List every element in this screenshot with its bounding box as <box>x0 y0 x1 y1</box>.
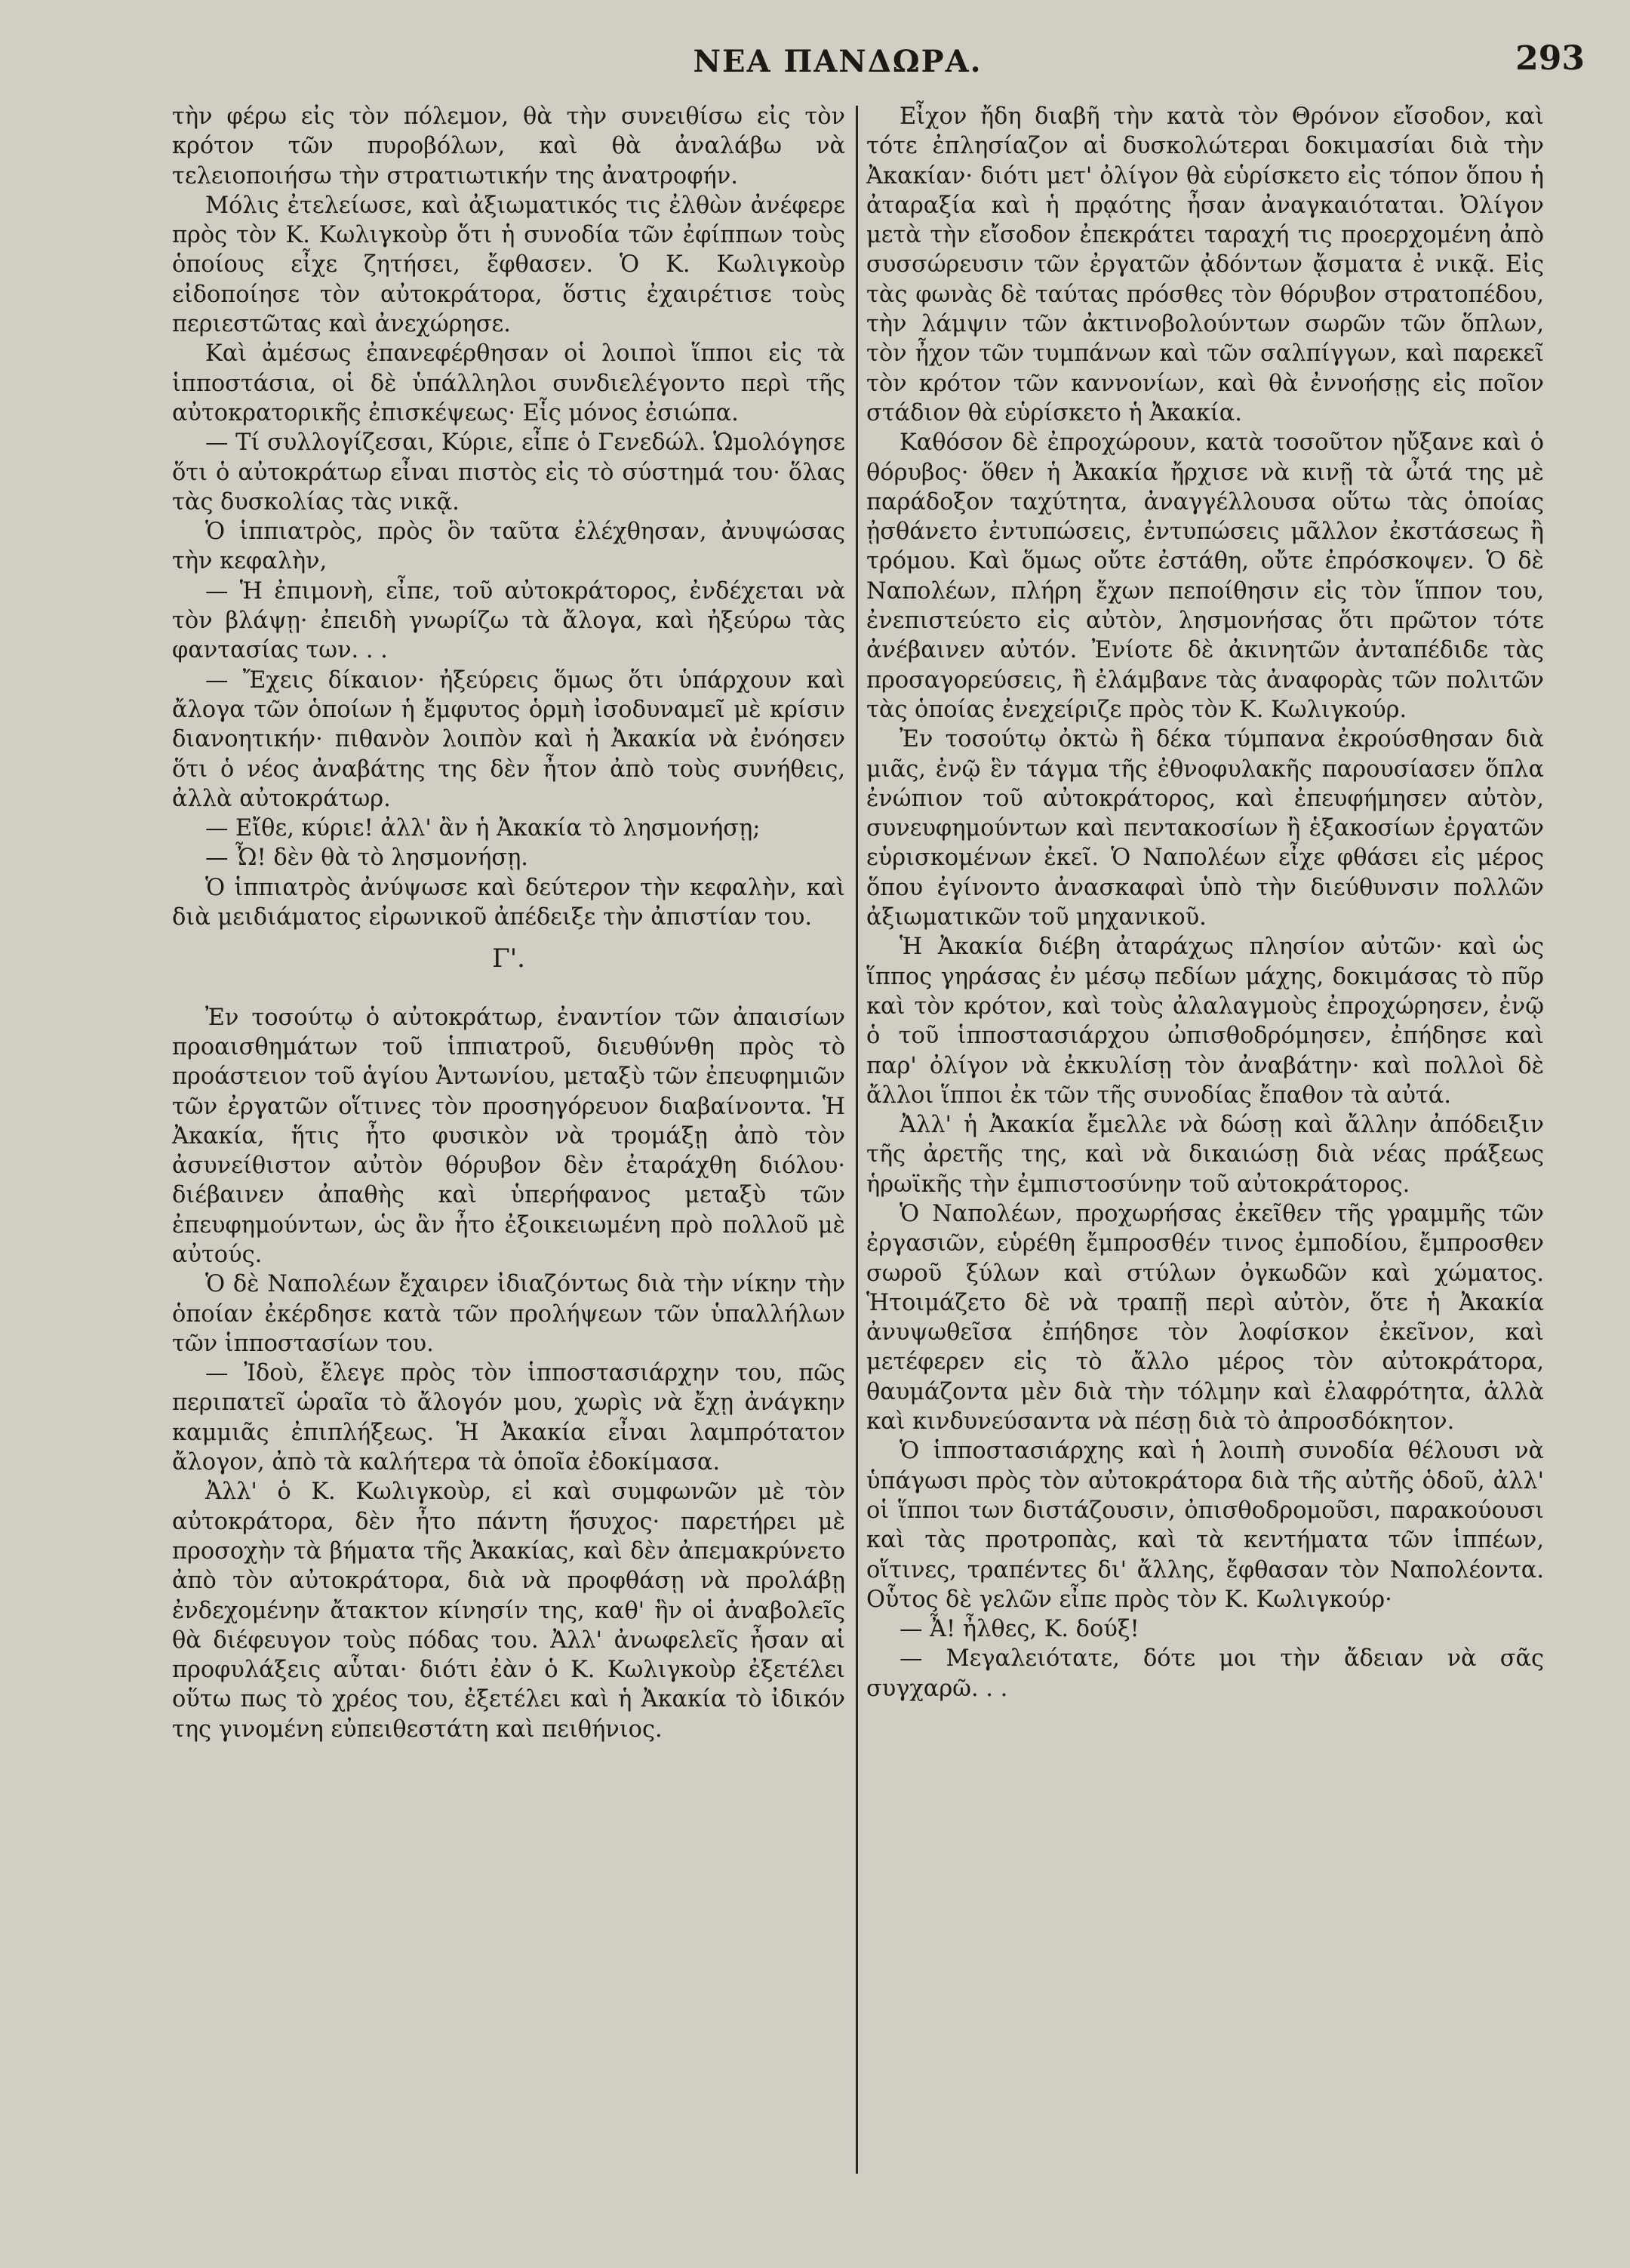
right-column <box>866 102 1544 1703</box>
left-column <box>172 102 845 1744</box>
page-number: 293 <box>1515 39 1585 78</box>
paragraph: — Μεγαλειότατε, δότε μοι τὴν ἄδειαν νὰ σᾶς συγχαρῶ. . . <box>866 1645 1544 1702</box>
paragraph: — Ὦ! δὲν θὰ τὸ λησμονήσῃ. <box>205 845 528 872</box>
paragraph: Ἐν τοσούτῳ ὀκτὼ ἢ δέκα τύμπανα ἐκρούσθησαν διὰ μιᾶς, ἐνῷ ἓν τάγμα τῆς ἐθνοφυλακῆς παρουσίασεν ὅπλα ἐνώπιον τοῦ αὐτοκράτορος, καὶ ἐπευφήμησεν αὐτὸν, συνευφημούντων καὶ πεντακοσίων ἢ ἑξακοσίων ἐργατῶν εὑρισκομένων ἐκεῖ. Ὁ Ναπολέων εἶχε φθάσει εἰς μέρος ὅπου ἐγίνοντο ἀνασκαφαὶ ὑπὸ τὴν διεύθυνσιν πολλῶν ἀξιωματικῶν τοῦ μηχανικοῦ. <box>866 726 1544 931</box>
paragraph: Μόλις ἐτελείωσε, καὶ ἀξιωματικός τις ἐλθὼν ἀνέφερε πρὸς τὸν Κ. Κωλιγκοὺρ ὅτι ἡ συνοδία τῶν ἐφίππων τοὺς ὁποίους εἶχε ζητήσει, ἔφθασεν. Ὁ Κ. Κωλιγκοὺρ εἰδοποίησε τὸν αὐτοκράτορα, ὅστις ἐχαιρέτισε τοὺς περιεστῶτας καὶ ἀνεχώρησε. <box>172 192 845 338</box>
paragraph: — Ἰδοὺ, ἔλεγε πρὸς τὸν ἱπποστασιάρχην του, πῶς περιπατεῖ ὡραῖα τὸ ἄλογόν μου, χωρὶς νὰ ἔχῃ ἀνάγκην καμμιᾶς ἐπιπλήξεως. Ἡ Ἀκακία εἶναι λαμπρότατον ἄλογον, ἀπὸ τὰ καλήτερα τὰ ὁποῖα ἐδοκίμασα. <box>172 1360 845 1476</box>
paragraph: — Ἆ! ἦλθες, Κ. δούξ! <box>900 1616 1139 1643</box>
paragraph: Ἀλλ' ὁ Κ. Κωλιγκοὺρ, εἰ καὶ συμφωνῶν μὲ τὸν αὐτοκράτορα, δὲν ἦτο πάντη ἥσυχος· παρετήρει μὲ προσοχὴν τὰ βήματα τῆς Ἀκακίας, καὶ δὲν ἀπεμακρύνετο ἀπὸ τὸν αὐτοκράτορα, διὰ νὰ προφθάσῃ νὰ προλάβῃ ἐνδεχομένην ἄτακτον κίνησίν της, καθ' ἣν οἱ ἀναβολεῖς θὰ διέφευγον τοὺς πόδας του. Ἀλλ' ἀνωφελεῖς ἦσαν αἱ προφυλάξεις αὗται· διότι ἐὰν ὁ Κ. Κωλιγκοὺρ ἐξετέλει οὕτω πως τὸ χρέος του, ἐξετέλει καὶ ἡ Ἀκακία τὸ ἰδικόν της γινομένη εὐπειθεστάτη καὶ πειθήνιος. <box>172 1479 845 1743</box>
page-header <box>174 39 1585 92</box>
paragraph: Ὁ ἱπποστασιάρχης καὶ ἡ λοιπὴ συνοδία θέλουσι νὰ ὑπάγωσι πρὸς τὸν αὐτοκράτορα διὰ τῆς αὐτῆς ὁδοῦ, ἀλλ' οἱ ἵπποι των διστάζουσιν, ὀπισθοδρομοῦσι, παρακούουσι καὶ τὰς προτροπὰς, καὶ τὰ κεντήματα τῶν ἱππέων, οἵτινες, τραπέντες δι' ἄλλης, ἔφθασαν τὸν Ναπολέοντα. Οὗτος δὲ γελῶν εἶπε πρὸς τὸν Κ. Κωλιγκούρ· <box>866 1438 1544 1613</box>
paragraph: Ἡ Ἀκακία διέβη ἀταράχως πλησίον αὐτῶν· καὶ ὡς ἵππος γηράσας ἐν μέσῳ πεδίων μάχης, δοκιμάσας τὸ πῦρ καὶ τὸν κρότον, καὶ τοὺς ἀλαλαγμοὺς ἐπροχώρησεν, ἐνῷ ὁ τοῦ ἱπποστασιάρχου ὠπισθοδρόμησεν, ἐπήδησε καὶ παρ' ὀλίγον νὰ ἐκκυλίσῃ τὸν ἀναβάτην· καὶ πολλοὶ δὲ ἄλλοι ἵπποι ἐκ τῶν τῆς συνοδίας ἔπαθον τὰ αὐτά. <box>866 934 1544 1109</box>
paragraph: Εἶχον ἤδη διαβῆ τὴν κατὰ τὸν Θρόνον εἴσοδον, καὶ τότε ἐπλησίαζον αἱ δυσκολώτεραι δοκιμασίαι διὰ τὴν Ἀκακίαν· διότι μετ' ὀλίγον θὰ εὑρίσκετο εἰς τόπον ὅπου ἡ ἀταραξία καὶ ἡ πρᾳότης ἦσαν ἀναγκαιόταται. Ὀλίγον μετὰ τὴν εἴσοδον ἐπεκράτει ταραχή τις προερχομένη ἀπὸ συσσώρευσιν τῶν ἐργατῶν ᾀδόντων ᾄσματα ἐ νικᾷ. Εἰς τὰς φωνὰς δὲ ταύτας πρόσθες τὸν θόρυβον στρατοπέδου, τὴν λάμψιν τῶν ἀκτινοβολούντων σωρῶν τῶν ὅπλων, τὸν ἦχον τῶν τυμπάνων καὶ τῶν σαλπίγγων, καὶ παρεκεῖ τὸν κρότον τῶν καννονίων, καὶ θὰ ἐννοήσῃς εἰς ποῖον στάδιον θὰ εὑρίσκετο ἡ Ἀκακία. <box>866 103 1544 426</box>
paragraph: Ὁ Ναπολέων, προχωρήσας ἐκεῖθεν τῆς γραμμῆς τῶν ἐργασιῶν, εὑρέθη ἔμπροσθέν τινος ἐμποδίου, ἔμπροσθεν σωροῦ ξύλων καὶ στύλων ὀγκωδῶν καὶ χώματος. Ἡτοιμάζετο δὲ νὰ τραπῇ περὶ αὐτὸν, ὅτε ἡ Ἀκακία ἀνυψωθεῖσα ἐπήδησε τὸν λοφίσκον ἐκεῖνον, καὶ μετέφερεν εἰς τὸ ἄλλο μέρος τὸν αὐτοκράτορα, θαυμάζοντα μὲν διὰ τὴν τόλμην καὶ ἐλαφρότητα, ἀλλὰ καὶ κινδυνεύσαντα νὰ πέσῃ διὰ τὸ ἀπροσδόκητον. <box>866 1200 1544 1436</box>
paragraph: Ὁ ἱππιατρὸς ἀνύψωσε καὶ δεύτερον τὴν κεφαλὴν, καὶ διὰ μειδιάματος εἰρωνικοῦ ἀπέδειξε τὴν ἀπιστίαν του. <box>172 874 845 931</box>
column-divider <box>856 106 858 2174</box>
paragraph: — Τί συλλογίζεσαι, Κύριε, εἶπε ὁ Γενεδώλ. Ὡμολόγησε ὅτι ὁ αὐτοκράτωρ εἶναι πιστὸς εἰς τὸ σύστημά του· ὅλας τὰς δυσκολίας τὰς νικᾷ. <box>172 429 845 515</box>
paragraph: τὴν φέρω εἰς τὸν πόλεμον, θὰ τὴν συνειθίσω εἰς τὸν κρότον τῶν πυροβόλων, καὶ θὰ ἀναλάβω νὰ τελειοποιήσω τὴν στρατιωτικήν της ἀνατροφήν. <box>172 103 845 189</box>
paragraph: Καθόσον δὲ ἐπροχώρουν, κατὰ τοσοῦτον ηὔξανε καὶ ὁ θόρυβος· ὅθεν ἡ Ἀκακία ἤρχισε νὰ κινῇ τὰ ὦτά της μὲ παράδοξον ταχύτητα, ἀναγγέλλουσα οὕτω τὰς ὁποίας ᾐσθάνετο ἐντυπώσεις, ἐντυπώσεις μᾶλλον ἐκστάσεως ἢ τρόμου. Καὶ ὅμως οὔτε ἐστάθη, οὔτε ἐπρόσκοψεν. Ὁ δὲ Ναπολέων, πλήρη ἔχων πεποίθησιν εἰς τὸν ἵππον του, ἐνεπιστεύετο εἰς αὐτὸν, λησμονήσας ὅτι πρῶτον τότε ἀνέβαινεν αὐτόν. Ἐνίοτε δὲ ἀκινητῶν ἀνταπέδιδε τὰς προσαγορεύσεις, ἢ ἐλάμβανε τὰς ἀναφορὰς τῶν πολιτῶν τὰς ὁποίας ἐνεχείριζε πρὸς τὸν Κ. Κωλιγκούρ. <box>866 429 1544 723</box>
paragraph: — Ἔχεις δίκαιον· ἠξεύρεις ὅμως ὅτι ὑπάρχουν καὶ ἄλογα τῶν ὁποίων ἡ ἔμφυτος ὁρμὴ ἰσοδυναμεῖ μὲ κρίσιν διανοητικήν· πιθανὸν λοιπὸν καὶ ἡ Ἀκακία νὰ ἐνόησεν ὅτι ὁ νέος ἀναβάτης της δὲν ἦτον ἀπὸ τοὺς συνήθεις, ἀλλὰ αὐτοκράτωρ. <box>172 666 845 812</box>
paragraph: Ὁ δὲ Ναπολέων ἔχαιρεν ἰδιαζόντως διὰ τὴν νίκην τὴν ὁποίαν ἐκέρδησε κατὰ τῶν προλήψεων τῶν ὑπαλλήλων τῶν ἱπποστασίων του. <box>172 1271 845 1357</box>
journal-title: ΝΕΑ ΠΑΝΔΩΡΑ. <box>693 44 983 79</box>
paragraph: Καὶ ἀμέσως ἐπανεφέρθησαν οἱ λοιποὶ ἵπποι εἰς τὰ ἱπποστάσια, οἱ δὲ ὑπάλληλοι συνδιελέγοντο περὶ τῆς αὐτοκρατορικῆς ἐπισκέψεως· Εἷς μόνος ἐσιώπα. <box>172 340 845 426</box>
paragraph: — Ἡ ἐπιμονὴ, εἶπε, τοῦ αὐτοκράτορος, ἐνδέχεται νὰ τὸν βλάψῃ· ἐπειδὴ γνωρίζω τὰ ἄλογα, καὶ ἠξεύρω τὰς φαντασίας των. . . <box>172 577 845 664</box>
paragraph: Ἀλλ' ἡ Ἀκακία ἔμελλε νὰ δώσῃ καὶ ἄλλην ἀπόδειξιν τῆς ἀρετῆς της, καὶ νὰ δικαιώσῃ διὰ νέας πράξεως ἡρωϊκῆς τὴν ἐμπιστοσύνην τοῦ αὐτοκράτορος. <box>866 1112 1544 1198</box>
paragraph: — Εἴθε, κύριε! ἀλλ' ἂν ἡ Ἀκακία τὸ λησμονήσῃ; <box>205 815 761 842</box>
paragraph: Ὁ ἱππιατρὸς, πρὸς ὃν ταῦτα ἐλέχθησαν, ἀνυψώσας τὴν κεφαλὴν, <box>172 519 845 575</box>
section-heading: Γ'. <box>492 943 525 974</box>
paragraph: Ἐν τοσούτῳ ὁ αὐτοκράτωρ, ἐναντίον τῶν ἀπαισίων προαισθημάτων τοῦ ἱππιατροῦ, διευθύνθη πρὸς τὸ προάστειον τοῦ ἁγίου Ἀντωνίου, μεταξὺ τῶν ἐπευφημιῶν τῶν ἐργατῶν οἵτινες τὸν προσηγόρευον διαβαίνοντα. Ἡ Ἀκακία, ἥτις ἦτο φυσικὸν νὰ τρομάξῃ ἀπὸ τὸν ἀσυνείθιστον αὐτὸν θόρυβον δὲν ἐταράχθη διόλου· διέβαινεν ἀπαθὴς καὶ ὑπερήφανος μεταξὺ τῶν ἐπευφημούντων, ὡς ἂν ἦτο ἐξοικειωμένη πρὸ πολλοῦ μὲ αὐτούς. <box>172 1004 845 1268</box>
